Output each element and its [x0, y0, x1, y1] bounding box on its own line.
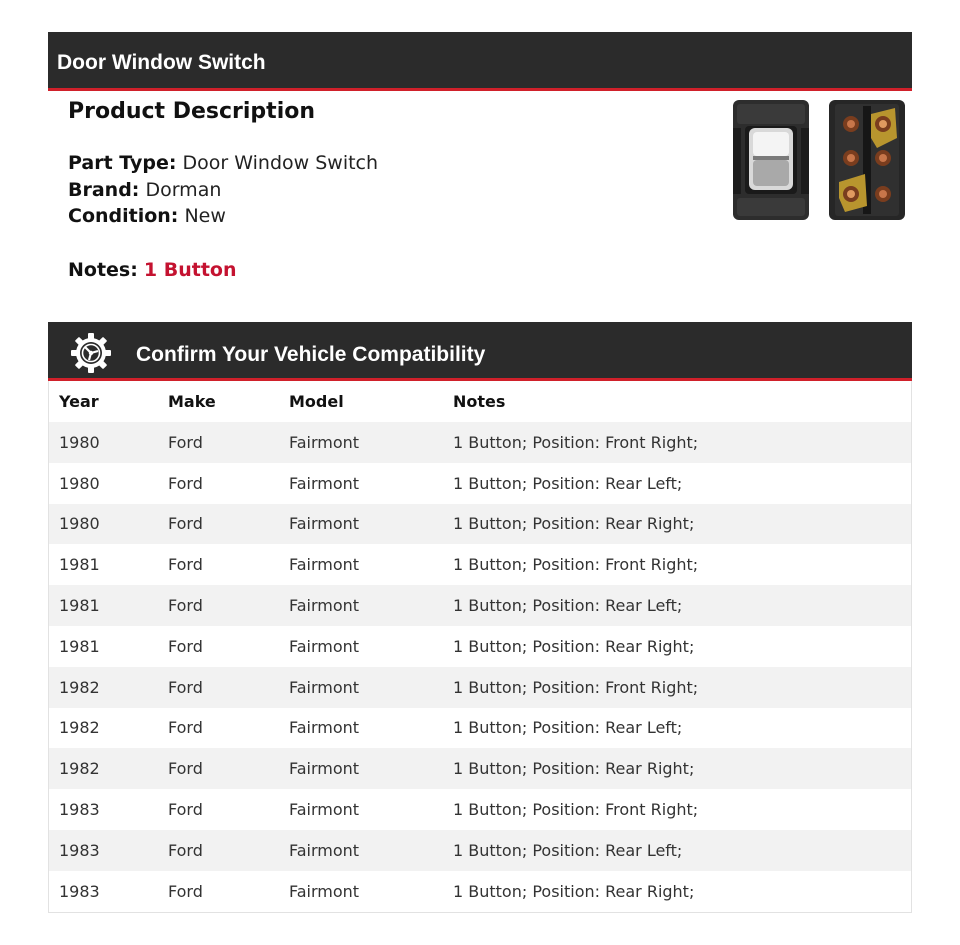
year-cell: 1981: [59, 636, 100, 656]
window-switch-product-photo: [731, 98, 907, 222]
table-row: [49, 667, 911, 708]
table-row: [49, 463, 911, 504]
spec-condition: [68, 203, 708, 230]
year-cell: 1981: [59, 555, 100, 575]
year-cell: 1980: [59, 514, 100, 534]
column-header-make: Make: [168, 392, 216, 411]
year-cell: 1983: [59, 840, 100, 860]
compatibility-bar: [48, 322, 912, 381]
notes-cell: 1 Button; Position: Rear Right;: [453, 759, 695, 779]
product-title: Door Window Switch: [57, 51, 266, 74]
table-header-row: [49, 381, 911, 422]
table-row: [49, 544, 911, 585]
make-cell: Ford: [168, 596, 203, 616]
model-cell: Fairmont: [289, 759, 360, 779]
notes-cell: 1 Button; Position: Rear Right;: [453, 881, 695, 901]
model-cell: Fairmont: [289, 596, 360, 616]
table-row: [49, 626, 911, 667]
make-cell: Ford: [168, 677, 203, 697]
description-heading: Product Description: [68, 99, 316, 124]
model-cell: Fairmont: [289, 800, 360, 820]
model-cell: Fairmont: [289, 881, 360, 901]
table-row: [49, 585, 911, 626]
notes-cell: 1 Button; Position: Front Right;: [453, 800, 699, 820]
product-description: [68, 96, 708, 283]
notes-value: 1 Button: [143, 258, 237, 281]
gear-car-icon: [70, 332, 112, 374]
column-header-notes: Notes: [453, 392, 506, 411]
compatibility-title: Confirm Your Vehicle Compatibility: [136, 343, 486, 366]
column-header-year: Year: [59, 392, 99, 411]
year-cell: 1981: [59, 596, 100, 616]
spec-value: Dorman: [145, 178, 222, 201]
model-cell: Fairmont: [289, 473, 360, 493]
make-cell: Ford: [168, 555, 203, 575]
table-row: [49, 422, 911, 463]
spec-list: [68, 150, 708, 230]
model-cell: Fairmont: [289, 555, 360, 575]
table-row: [49, 789, 911, 830]
spec-label: Brand:: [68, 178, 140, 201]
model-cell: Fairmont: [289, 677, 360, 697]
notes-cell: 1 Button; Position: Front Right;: [453, 677, 699, 697]
notes-cell: 1 Button; Position: Rear Right;: [453, 636, 695, 656]
year-cell: 1983: [59, 881, 100, 901]
year-cell: 1982: [59, 677, 100, 697]
notes-cell: 1 Button; Position: Rear Right;: [453, 514, 695, 534]
spec-label: Part Type:: [68, 152, 177, 174]
year-cell: 1980: [59, 432, 100, 452]
spec-value: New: [184, 205, 226, 227]
notes-cell: 1 Button; Position: Rear Left;: [453, 596, 683, 616]
make-cell: Ford: [168, 881, 203, 901]
product-title-bar: [48, 32, 912, 91]
notes-cell: 1 Button; Position: Front Right;: [453, 432, 699, 452]
notes-cell: 1 Button; Position: Rear Left;: [453, 840, 683, 860]
table-row: [49, 708, 911, 749]
table-row: [49, 830, 911, 871]
spec-value: Door Window Switch: [182, 152, 379, 174]
make-cell: Ford: [168, 636, 203, 656]
make-cell: Ford: [168, 800, 203, 820]
make-cell: Ford: [168, 514, 203, 534]
table-row: [49, 748, 911, 789]
compatibility-table: [48, 381, 912, 913]
spec-brand: [68, 177, 708, 204]
notes-cell: 1 Button; Position: Rear Left;: [453, 718, 683, 738]
make-cell: Ford: [168, 759, 203, 779]
model-cell: Fairmont: [289, 718, 360, 738]
notes-line: [68, 257, 708, 283]
notes-label: Notes:: [68, 258, 138, 281]
table-row: [49, 871, 911, 912]
make-cell: Ford: [168, 840, 203, 860]
make-cell: Ford: [168, 473, 203, 493]
model-cell: Fairmont: [289, 514, 360, 534]
model-cell: Fairmont: [289, 432, 360, 452]
model-cell: Fairmont: [289, 840, 360, 860]
spec-label: Condition:: [68, 205, 179, 227]
year-cell: 1982: [59, 759, 100, 779]
notes-cell: 1 Button; Position: Front Right;: [453, 555, 699, 575]
year-cell: 1982: [59, 718, 100, 738]
year-cell: 1983: [59, 800, 100, 820]
make-cell: Ford: [168, 432, 203, 452]
make-cell: Ford: [168, 718, 203, 738]
spec-part-type: [68, 150, 708, 177]
notes-cell: 1 Button; Position: Rear Left;: [453, 473, 683, 493]
model-cell: Fairmont: [289, 636, 360, 656]
table-row: [49, 504, 911, 545]
year-cell: 1980: [59, 473, 100, 493]
column-header-model: Model: [289, 392, 344, 411]
